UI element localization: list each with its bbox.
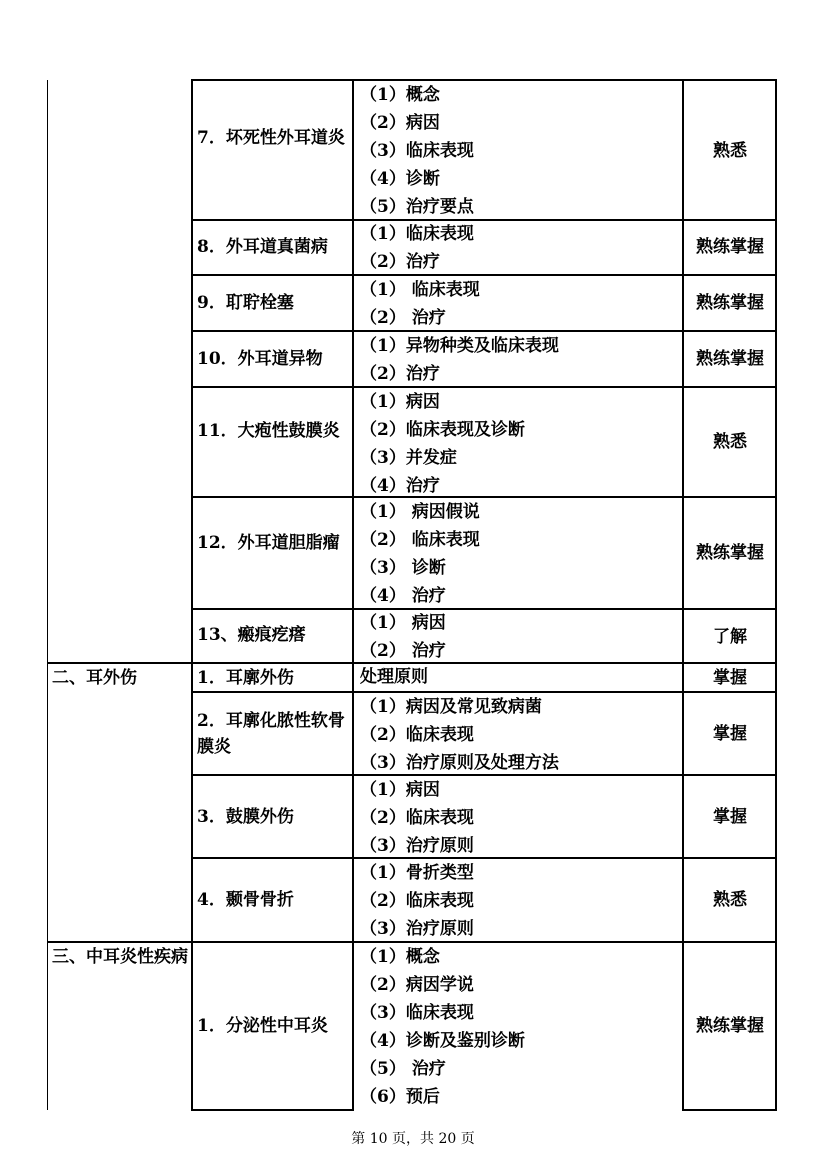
level-cell: 熟悉	[713, 890, 747, 910]
content-item: （5） 治疗	[360, 1059, 446, 1079]
topic-cell: 11．大疱性鼓膜炎	[197, 421, 340, 441]
content-item: （2）临床表现	[360, 891, 474, 911]
content-item: （3）治疗原则及处理方法	[360, 753, 559, 773]
topic-cell: 9．耵聍栓塞	[197, 293, 294, 313]
content-item: （2） 治疗	[360, 308, 446, 328]
topic-cell: 3．鼓膜外伤	[197, 807, 294, 827]
content-item: （4） 治疗	[360, 586, 446, 606]
content-item: （2） 治疗	[360, 641, 446, 661]
section-otitis-media: 三、中耳炎性疾病	[52, 947, 188, 967]
level-cell: 掌握	[713, 724, 747, 744]
content-item: （6）预后	[360, 1087, 440, 1107]
level-cell: 熟练掌握	[696, 237, 764, 257]
content-list	[360, 332, 559, 388]
content-item: （1）病因	[360, 780, 440, 800]
content-item: （2）临床表现	[360, 725, 474, 745]
content-list	[360, 859, 474, 943]
content-item: （3）治疗原则	[360, 836, 474, 856]
content-list	[360, 663, 428, 691]
level-cell: 熟练掌握	[696, 1016, 764, 1036]
topic-cell: 13、瘢痕疙瘩	[197, 625, 306, 645]
content-item: （2） 临床表现	[360, 530, 480, 550]
content-item: （2）临床表现及诊断	[360, 420, 525, 440]
content-item: （2）治疗	[360, 252, 440, 272]
level-cell: 熟悉	[713, 432, 747, 452]
content-list	[360, 943, 525, 1111]
content-list	[360, 220, 474, 276]
content-item: （4）诊断及鉴别诊断	[360, 1031, 525, 1051]
topic-cell: 10．外耳道异物	[197, 349, 323, 369]
page-footer: 第 10 页，共 20 页	[351, 1131, 475, 1147]
topic-cell: 1．分泌性中耳炎	[197, 1016, 328, 1036]
content-item: （2）临床表现	[360, 808, 474, 828]
level-cell: 掌握	[713, 807, 747, 827]
topic-cell: 4．颞骨骨折	[197, 890, 294, 910]
topic-cell: 1．耳廓外伤	[197, 668, 294, 688]
content-list	[360, 498, 480, 610]
content-item: （5）治疗要点	[360, 197, 474, 217]
content-list	[360, 609, 446, 665]
content-item: （1） 病因	[360, 613, 446, 633]
level-cell: 熟练掌握	[696, 349, 764, 369]
content-list	[360, 776, 474, 860]
topic-cell: 8．外耳道真菌病	[197, 237, 328, 257]
content-item: （1）骨折类型	[360, 863, 474, 883]
content-item: （1） 病因假说	[360, 502, 480, 522]
content-item: （2）病因学说	[360, 975, 474, 995]
section-ear-trauma: 二、耳外伤	[52, 668, 137, 688]
level-cell: 掌握	[713, 668, 747, 688]
content-list	[360, 388, 525, 500]
content-item: （3）临床表现	[360, 141, 474, 161]
level-cell: 了解	[713, 627, 747, 647]
content-item: （3） 诊断	[360, 558, 446, 578]
topic-cell: 2．耳廓化脓性软骨膜炎	[197, 711, 345, 757]
content-item: （1）病因及常见致病菌	[360, 697, 542, 717]
level-cell: 熟悉	[713, 141, 747, 161]
content-list	[360, 693, 559, 777]
content-item: （3）临床表现	[360, 1003, 474, 1023]
content-item: （4）诊断	[360, 169, 440, 189]
content-item: 处理原则	[360, 667, 428, 687]
content-item: （1）概念	[360, 85, 440, 105]
content-item: （2）治疗	[360, 364, 440, 384]
level-cell: 熟练掌握	[696, 543, 764, 563]
content-item: （1）临床表现	[360, 224, 474, 244]
content-item: （2）病因	[360, 113, 440, 133]
content-item: （4）治疗	[360, 476, 440, 496]
content-item: （3）并发症	[360, 448, 457, 468]
topic-cell: 7．坏死性外耳道炎	[197, 128, 345, 148]
content-list	[360, 276, 480, 332]
content-item: （1）概念	[360, 947, 440, 967]
content-item: （1） 临床表现	[360, 280, 480, 300]
content-item: （3）治疗原则	[360, 919, 474, 939]
content-item: （1）病因	[360, 392, 440, 412]
content-item: （1）异物种类及临床表现	[360, 336, 559, 356]
topic-cell: 12．外耳道胆脂瘤	[197, 533, 340, 553]
level-cell: 熟练掌握	[696, 293, 764, 313]
content-list	[360, 81, 474, 221]
